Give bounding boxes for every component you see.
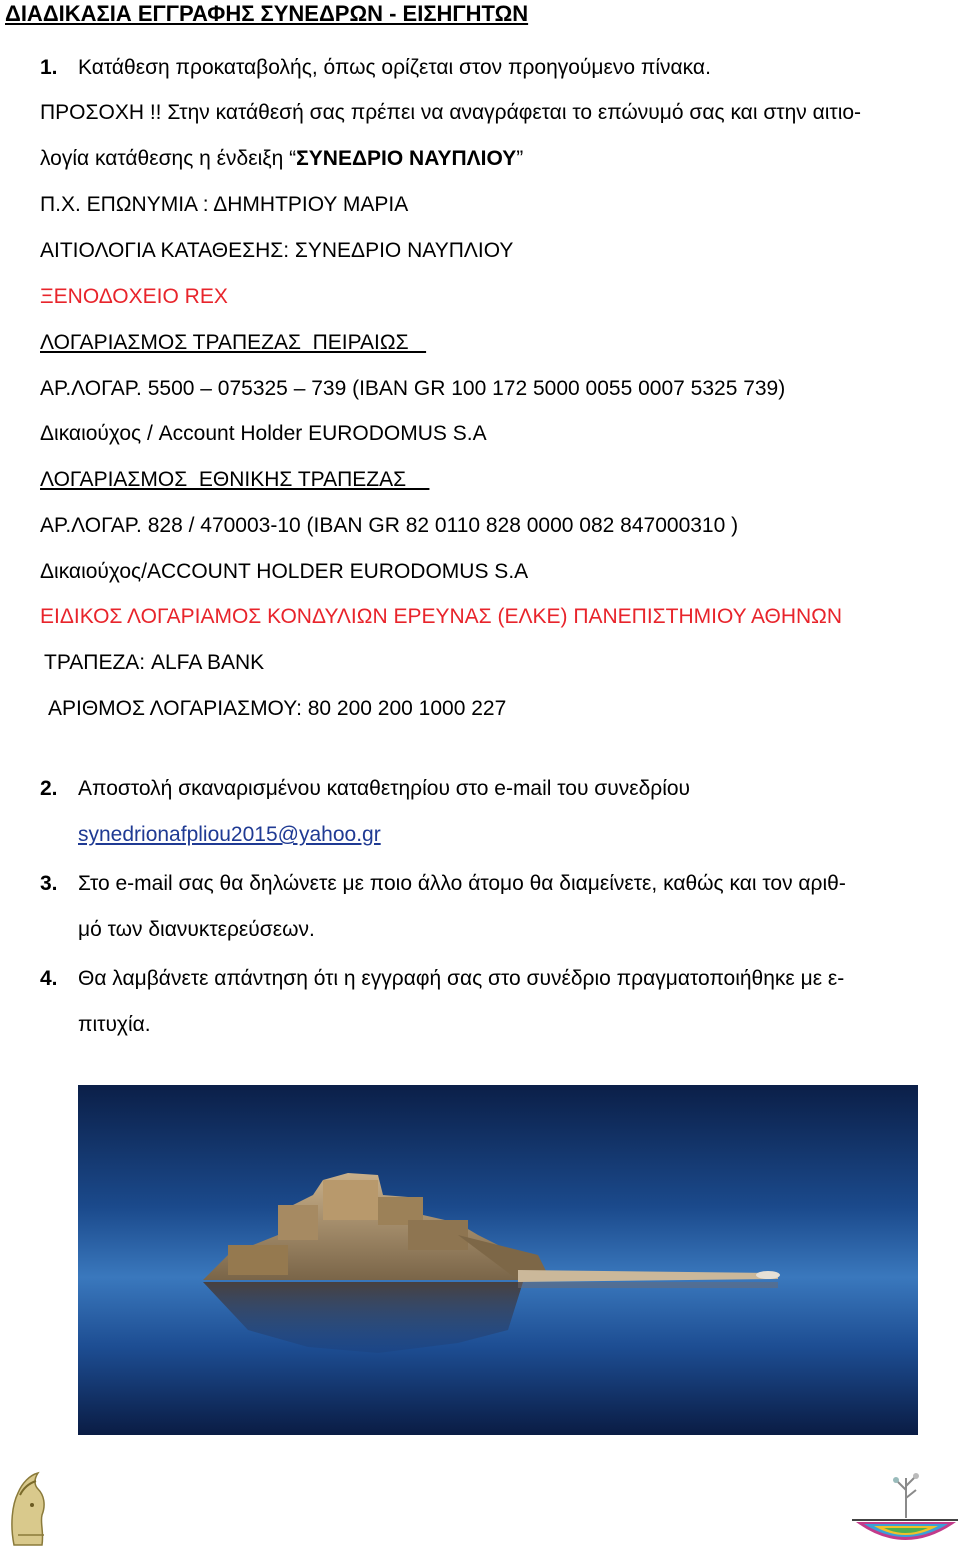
conference-logo <box>850 1468 960 1552</box>
conference-email-link[interactable]: synedrionafpliou2015@yahoo.gr <box>78 823 381 846</box>
step-2-email-line <box>78 822 381 848</box>
page-title: ΔΙΑΔΙΚΑΣΙΑ ΕΓΓΡΑΦΗΣ ΣΥΝΕΔΡΩΝ - ΕΙΣΗΓΗΤΩΝ <box>5 1 529 26</box>
step-4-text-1: Θα λαμβάνετε απάντηση ότι η εγγραφή σας στο συνέδριο πραγματοποιήθηκε με ε- <box>78 967 845 990</box>
special-account-number: ΑΡΙΘΜΟΣ ΛΟΓΑΡΙΑΣΜΟΥ: 80 200 200 1000 227 <box>48 697 507 720</box>
step-4-text-2: πιτυχία. <box>78 1013 151 1036</box>
special-account-heading: ΕΙΔΙΚΟΣ ΛΟΓΑΡΙΑΜΟΣ ΚΟΝΔΥΛΙΩΝ ΕΡΕΥΝΑΣ (ΕΛΚΕ) ΠΑΝΕΠΙΣΤΗΜΙΟΥ ΑΘΗΝΩΝ <box>40 605 843 628</box>
step-3-number: 3. <box>40 872 58 895</box>
tree-rainbow-icon <box>850 1468 960 1552</box>
step-3 <box>40 871 846 897</box>
piraeus-bank-account: ΑΡ.ΛΟΓΑΡ. 5500 – 075325 – 739 (IBAN GR 100 172 5000 0055 0007 5325 739) <box>40 377 786 400</box>
step-2-number: 2. <box>40 777 58 800</box>
athena-head-icon <box>4 1465 52 1551</box>
step-3-text-1: Στο e-mail σας θα δηλώνετε με ποιο άλλο άτομο θα διαμείνετε, καθώς και τον αριθ- <box>78 872 846 895</box>
castle-sea-photo <box>78 1085 918 1435</box>
step-3-text-2: μό των διανυκτερεύσεων. <box>78 918 315 941</box>
step-4-number: 4. <box>40 967 58 990</box>
step-2-text: Αποστολή σκαναρισμένου καταθετηρίου στο e-mail του συνεδρίου <box>78 777 691 800</box>
attention-line-1 <box>40 100 861 126</box>
step-1-text: Κατάθεση προκαταβολής, όπως ορίζεται στον προηγούμενο πίνακα. <box>78 56 711 79</box>
example-surname: Π.Χ. ΕΠΩΝΥΜΙΑ : ΔΗΜΗΤΡΙΟΥ ΜΑΡΙΑ <box>40 193 409 216</box>
attention-closing-quote: ” <box>516 147 524 170</box>
piraeus-bank-holder: Δικαιούχος / Account Holder EURODOMUS S.A <box>40 422 487 445</box>
national-bank-holder: Δικαιούχος/ACCOUNT HOLDER EURODOMUS S.A <box>40 560 529 583</box>
step-1-number: 1. <box>40 56 58 79</box>
example-reason: ΑΙΤΙΟΛΟΓΙΑ ΚΑΤΑΘΕΣΗΣ: ΣΥΝΕΔΡΙΟ ΝΑΥΠΛΙΟΥ <box>40 239 514 262</box>
national-bank-account: ΑΡ.ΛΟΓΑΡ. 828 / 470003-10 (IBAN GR 82 0110 828 0000 082 847000310 ) <box>40 514 739 537</box>
attention-text-1: Στην κατάθεσή σας πρέπει να αναγράφεται το επώνυμό σας και στην αιτιο- <box>161 101 862 124</box>
step-4 <box>40 966 844 992</box>
piraeus-bank-heading: ΛΟΓΑΡΙΑΣΜΟΣ ΤΡΑΠΕΖΑΣ ΠΕΙΡΑΙΩΣ <box>40 331 427 354</box>
step-2 <box>40 776 690 802</box>
step-1 <box>40 55 711 81</box>
hotel-name: ΞΕΝΟΔΟΧΕΙΟ REX <box>40 285 228 308</box>
attention-line-2 <box>40 146 523 172</box>
attention-text-2: λογία κατάθεσης η ένδειξη “ <box>40 147 297 170</box>
attention-highlight: ΣΥΝΕΔΡΙΟ ΝΑΥΠΛΙΟΥ <box>296 147 517 170</box>
national-bank-heading: ΛΟΓΑΡΙΑΣΜΟΣ ΕΘΝΙΚΗΣ ΤΡΑΠΕΖΑΣ <box>40 468 430 491</box>
castle-sea-illustration <box>78 1085 918 1435</box>
attention-label: ΠΡΟΣΟΧΗ !! <box>40 101 162 124</box>
special-account-bank: ΤΡΑΠΕΖΑ: ALFA BANK <box>44 651 265 674</box>
athena-emblem-logo <box>4 1465 52 1551</box>
